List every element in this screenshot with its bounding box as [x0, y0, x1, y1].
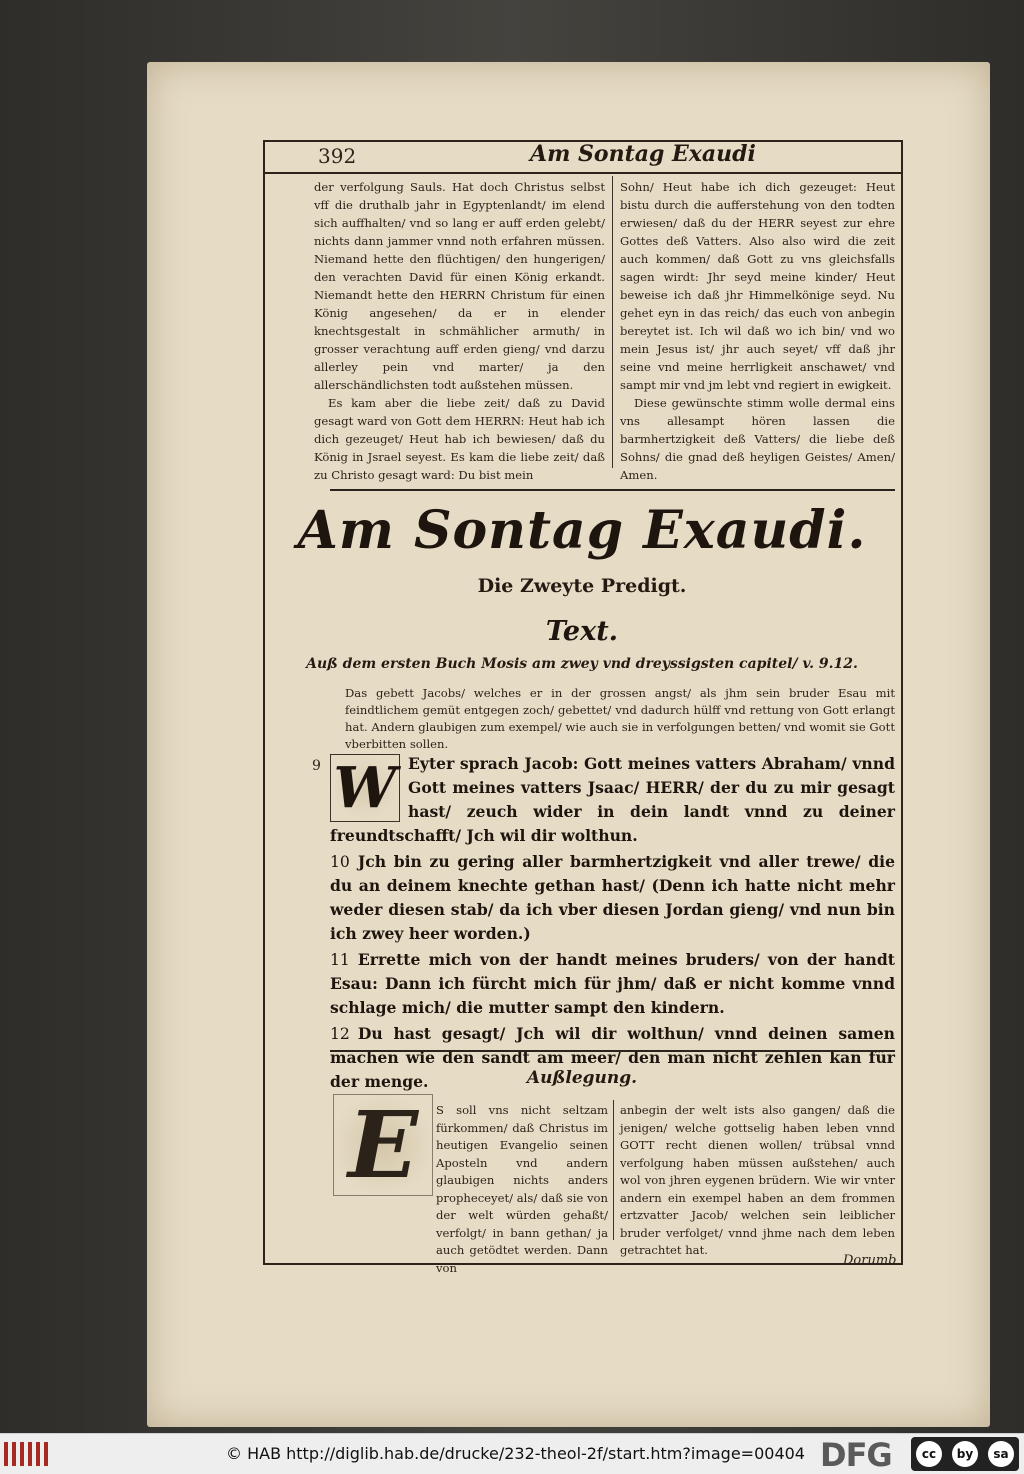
paragraph: S soll vns nicht seltzam fürkommen/ daß Christus im heutigen Evangelio seinen Aposteln vnd andern glaubigen nichts anders propheceyet/ als/ daß sie von der welt würden gehaßt/ verfolgt/ in bann gethan/ ja auch getödtet werden. Dann von — [436, 1103, 608, 1275]
section-rule — [330, 489, 895, 491]
library-logo-icon — [4, 1442, 48, 1466]
verse-number: 12 — [330, 1025, 350, 1043]
verse — [330, 948, 895, 1020]
top-right-column — [620, 178, 895, 484]
verse-number: 11 — [330, 951, 350, 969]
scripture-verses — [330, 752, 895, 1096]
license-badge[interactable] — [911, 1437, 1019, 1471]
verse-number: 9 — [312, 758, 321, 774]
paragraph: der verfolgung Sauls. Hat doch Christus selbst vff die druthalb jahr in Egyptenlandt/ im elend sich auffhalten/ vnd so lang er auff erden gelebt/ nichts dann jammer vnnd noth erfahren müssen. Niemand hette den flüchtigen/ den hungerigen/ den verachten David für einen König erkandt. Niemandt hette den HERRN Christum für einen König angesehen/ da er in elender knechtsgestalt in schmählicher armuth/ in grosser verachtung auff erden gieng/ vnd darzu allerley pein vnd marter/ ja den allerschändlichsten todt außstehen müssen. — [314, 180, 605, 392]
verse-summary: Das gebett Jacobs/ welches er in der grossen angst/ als jhm sein bruder Esau mit feindtlichem gemüt entgegen zoch/ gebettet/ vnd dadurch hülff vnd rettung von Gott erlangt hat. Andern glaubigen zum exempel/ wie auch sie in verfolgungen betten/ vnd womit sie Gott vberbitten sollen. — [345, 686, 895, 751]
exposition-heading: Außlegung. — [526, 1068, 638, 1088]
section-rule — [330, 1050, 895, 1052]
paragraph: Sohn/ Heut habe ich dich gezeuget: Heut bistu durch die aufferstehung von den todten erwiesen/ daß du der HERR seyest zur ehre Gottes deß Vatters. Also also wird die zeit auch kommen/ daß Gott zu vns gleichsfalls sagen wirdt: Jhr seyd meine kinder/ Heut beweise ich daß jhr Himmelkönige seyd. Nu gehet eyn in das reich/ das euch von anbegin bereytet ist. Ich wil daß wo ich bin/ vnd wo mein Jesus ist/ jhr auch seyet/ vff daß jhr seine vnd meine herrligkeit anschawet/ vnd sampt mir vnd jm lebt vnd regiert in ewigkeit. — [620, 180, 895, 392]
scripture-source: Auß dem ersten Buch Mosis am zwey vnd dreyssigsten capitel/ v. 9.12. — [306, 656, 858, 672]
column-divider — [612, 176, 613, 468]
text-heading: Text. — [545, 616, 619, 647]
dfg-logo: DFG — [820, 1436, 892, 1474]
section-subtitle: Die Zweyte Predigt. — [477, 575, 687, 597]
sa-icon: sa — [988, 1441, 1014, 1467]
header-rule — [263, 172, 903, 174]
running-title: Am Sontag Exaudi — [530, 141, 756, 167]
verse-text: Du hast gesagt/ Jch wil dir wolthun/ vnnd deinen samen machen wie den sandt am meer/ den man nicht zehlen kan für der menge. — [330, 1024, 895, 1091]
section-title: Am Sontag Exaudi. — [297, 500, 867, 561]
by-icon: by — [952, 1441, 978, 1467]
initial-letter: W — [330, 754, 400, 822]
verse-text: Errette mich von der handt meines bruders/ von der handt Esau: Dann ich fürcht mich für jhm/ daß er nicht komme vnnd schlage mich/ die mutter sampt den kindern. — [330, 950, 895, 1017]
paragraph: Es kam aber die liebe zeit/ daß zu David gesagt ward von Gott dem HERRN: Heut hab ich dich gezeuget/ Heut hab ich bewiesen/ daß du König in Jsrael seyest. Es kam die liebe zeit/ daß zu Christo gesagt ward: Du bist mein — [314, 396, 605, 482]
page-number: 392 — [318, 144, 357, 168]
footer-bar — [0, 1433, 1024, 1474]
verse — [330, 850, 895, 946]
paragraph: Diese gewünschte stimm wolle dermal eins vns allesampt hören lassen die barmhertzigkeit deß Vatters/ die liebe deß Sohns/ die gnad deß heyligen Geistes/ Amen/ Amen. — [620, 396, 895, 482]
verse-number: 10 — [330, 853, 350, 871]
verse-text: Eyter sprach Jacob: Gott meines vatters Abraham/ vnnd Gott meines vatters Jsaac/ HERR/ der du zu mir gesagt hast/ zeuch wider in dein landt vnnd zu deiner freundtschafft/ Jch wil dir wolthun. — [330, 754, 895, 845]
copyright-link[interactable]: © HAB http://diglib.hab.de/drucke/232-theol-2f/start.htm?image=00404 — [226, 1444, 805, 1463]
cc-icon: cc — [916, 1441, 942, 1467]
initial-letter: E — [333, 1094, 433, 1196]
exposition-left-column — [436, 1102, 608, 1277]
verse — [330, 752, 895, 848]
exposition-right-column — [620, 1102, 895, 1260]
verse-text: Jch bin zu gering aller barmhertzigkeit vnd aller trewe/ die du an deinem knechte gethan hast/ (Denn ich hatte nicht mehr weder diesen stab/ da ich vber diesen Jordan gieng/ vnd nun bin ich zwey heer worden.) — [330, 852, 895, 943]
paragraph: anbegin der welt ists also gangen/ daß die jenigen/ welche gottselig haben leben vnnd GOTT recht dienen wollen/ trübsal vnnd verfolgung haben müssen außstehen/ auch wol von jhren eygenen brüdern. Wie wir vnter andern ein exempel haben an dem frommen ertzvatter Jacob/ welchen sein leiblicher bruder verfolget/ vnnd jhme nach dem leben getrachtet hat. — [620, 1103, 895, 1257]
column-divider — [613, 1100, 614, 1240]
top-left-column — [314, 178, 605, 484]
catchword: Dorumb — [843, 1253, 897, 1268]
